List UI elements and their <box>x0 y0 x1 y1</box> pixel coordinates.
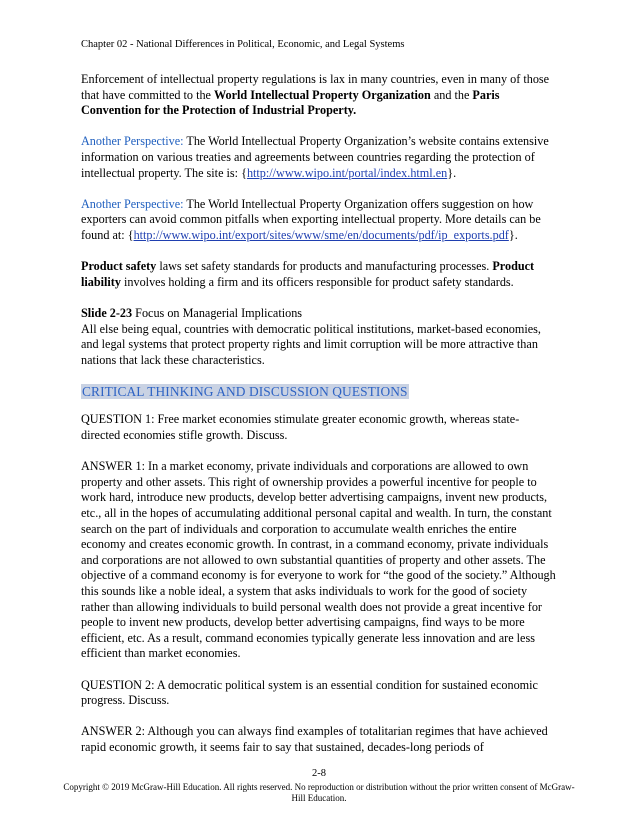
paragraph-perspective-1 <box>81 134 557 181</box>
product-liability-term: Product liability <box>81 259 535 289</box>
paragraph-text: and the <box>430 87 473 102</box>
paragraph-enforcement <box>81 72 557 119</box>
paragraph-text: involves holding a firm and its officers responsible for product safety standards. <box>120 274 514 289</box>
section-heading-wrap <box>81 384 557 401</box>
slide-label: Slide 2-23 <box>81 305 133 320</box>
answer-1: ANSWER 1: In a market economy, private individuals and corporations are allowed to own property and other assets. This right of ownership provides a powerful incentive for people to work hard, introduce new products, develop better advertising campaigns, invent new products, etc., all in the hopes of accumulating additional personal capital and wealth. In turn, the constant search on the part of individuals and corporation to accumulate wealth enriches the entire economy and creates economic growth. In contrast, in a command economy, private individuals and corporations are not allowed to own substantial quantities of property and other assets. The objective of a command economy is for everyone to work for “the good of the society.” Although this sounds like a noble ideal, a system that asks individuals to work for the good of society rather than allowing individuals to build personal wealth does not provide a great incentive for people to invent new products, develop better advertising campaigns, find ways to be more efficient, etc. As a result, command economies typically generate less innovation and are less efficient than market economies. <box>81 459 556 661</box>
chapter-header: Chapter 02 - National Differences in Political, Economic, and Legal Systems <box>81 39 405 50</box>
slide-title: Focus on Managerial Implications <box>132 305 303 320</box>
copyright-notice: Copyright © 2019 McGraw-Hill Education. All rights reserved. No reproduction or distribution without the prior written consent of McGraw-Hill Education. <box>63 782 575 803</box>
paragraph-text: }. <box>447 165 457 180</box>
paragraph-text: }. <box>508 227 518 242</box>
wipo-term: World Intellectual Property Organization <box>214 87 431 102</box>
paragraph-managerial-implications <box>81 306 557 368</box>
wipo-portal-link[interactable]: http://www.wipo.int/portal/index.html.en <box>246 165 448 180</box>
question-2: QUESTION 2: A democratic political system is an essential condition for sustained economic progress. Discuss. <box>81 677 538 708</box>
question-1: QUESTION 1: Free market economies stimulate greater economic growth, whereas state-directed economies stifle growth. Discuss. <box>81 412 520 443</box>
perspective-label: Another Perspective: <box>81 134 184 149</box>
product-safety-term: Product safety <box>81 259 157 274</box>
paragraph-text: The World Intellectual Property Organization’s website contains extensive information on various treaties and agreements between countries regarding the protection of intellectual property. The site is: { <box>81 134 549 180</box>
section-heading: CRITICAL THINKING AND DISCUSSION QUESTIONS <box>82 383 408 399</box>
paragraph-text: All else being equal, countries with democratic political institutions, market-based economies, and legal systems that protect property rights and limit corruption will be more attractive than nations that lack these characteristics. <box>81 321 541 367</box>
paragraph-text: Enforcement of intellectual property regulations is lax in many countries, even in many of those that have committed to the <box>81 72 550 102</box>
answer-2: ANSWER 2: Although you can always find examples of totalitarian regimes that have achieved rapid economic growth, it seems fair to say that sustained, decades-long periods of <box>81 724 548 754</box>
page-footer <box>60 767 578 804</box>
paragraph-text: The World Intellectual Property Organization offers suggestion on how exporters can avoid common pitfalls when exporting intellectual property. More details can be found at: { <box>81 196 541 242</box>
paris-convention-term: Paris Convention for the Protection of Industrial Property. <box>81 87 500 118</box>
paragraph-product-safety <box>81 259 557 290</box>
document-body <box>81 72 557 756</box>
paragraph-text: laws set safety standards for products and manufacturing processes. <box>156 259 493 274</box>
paragraph-perspective-2 <box>81 197 557 244</box>
perspective-label: Another Perspective: <box>81 196 184 211</box>
page-number: 2-8 <box>312 768 326 779</box>
wipo-export-link[interactable]: http://www.wipo.int/export/sites/www/sme/en/documents/pdf/ip_exports.pdf <box>133 227 509 242</box>
